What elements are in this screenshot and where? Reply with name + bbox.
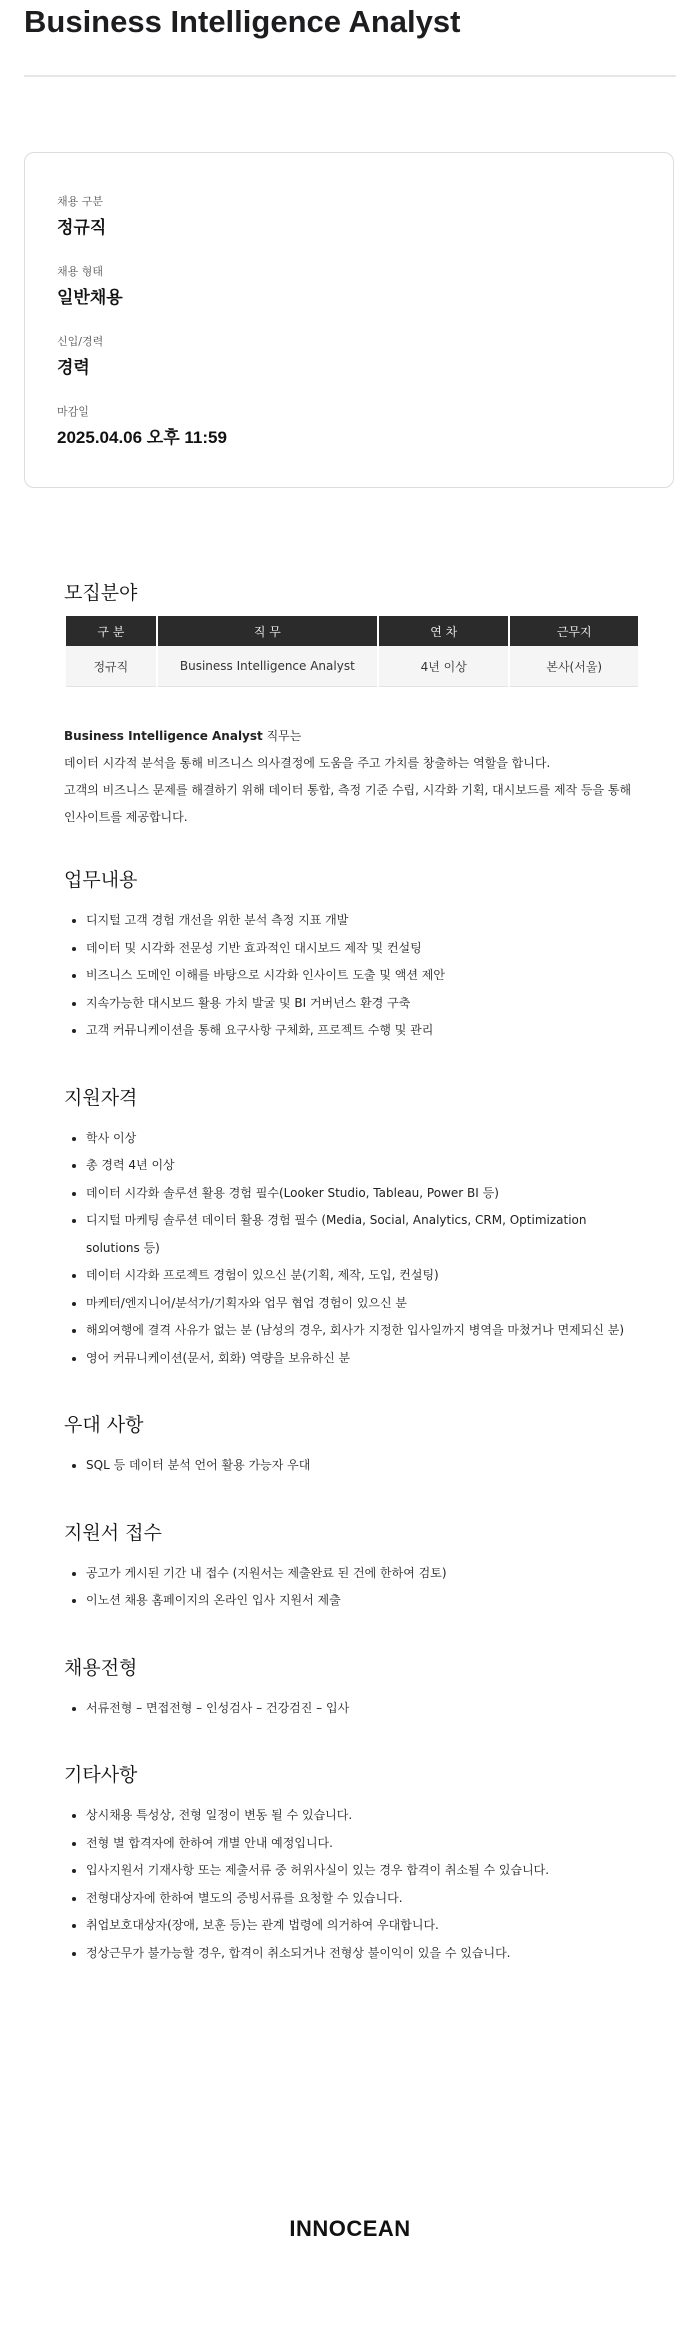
summary-value: 2025.04.06 오후 11:59 xyxy=(57,428,227,447)
summary-label: 채용 구분 xyxy=(57,195,104,208)
list-item: 디지털 마케팅 솔루션 데이터 활용 경험 필수 (Media, Social, Analytics, CRM, Optimization solutions 등) xyxy=(64,1207,640,1262)
intro-line: 데이터 시각적 분석을 통해 비즈니스 의사결정에 도움을 주고 가치를 창출하는 역할을 합니다. xyxy=(64,756,551,770)
qualifications-section xyxy=(64,1085,640,1373)
list-item: 비즈니스 도메인 이해를 바탕으로 시각화 인사이트 도출 및 액션 제안 xyxy=(64,962,640,990)
table-header-cell: 구 분 xyxy=(66,616,156,646)
title-divider xyxy=(24,75,676,77)
list-item: 고객 커뮤니케이션을 통해 요구사항 구체화, 프로젝트 수행 및 관리 xyxy=(64,1017,640,1045)
list-item: 마케터/엔지니어/분석가/기획자와 업무 협업 경험이 있으신 분 xyxy=(64,1290,640,1318)
table-header-cell: 직 무 xyxy=(158,616,377,646)
list-item: 전형 별 합격자에 한하여 개별 안내 예정입니다. xyxy=(64,1830,640,1858)
list-item: 전형대상자에 한하여 별도의 증빙서류를 요청할 수 있습니다. xyxy=(64,1885,640,1913)
etc-section xyxy=(64,1762,640,1967)
section-heading: 채용전형 xyxy=(64,1656,138,1679)
list-item: 데이터 시각화 프로젝트 경험이 있으신 분(기획, 제작, 도입, 컨설팅) xyxy=(64,1262,640,1290)
summary-value: 일반채용 xyxy=(57,288,123,307)
preferred-section xyxy=(64,1412,640,1480)
job-description xyxy=(64,580,640,1967)
job-summary-card xyxy=(24,152,674,488)
application-list xyxy=(64,1560,640,1615)
preferred-list xyxy=(64,1452,640,1480)
table-header-cell: 근무지 xyxy=(510,616,638,646)
process-section xyxy=(64,1655,640,1723)
list-item: 학사 이상 xyxy=(64,1125,640,1153)
list-item: 영어 커뮤니케이션(문서, 회화) 역량을 보유하신 분 xyxy=(64,1345,640,1373)
table-row xyxy=(66,646,638,687)
section-heading: 지원자격 xyxy=(64,1086,138,1109)
list-item: 이노션 채용 홈페이지의 온라인 입사 지원서 제출 xyxy=(64,1587,640,1615)
process-list xyxy=(64,1695,640,1723)
section-heading: 기타사항 xyxy=(64,1764,138,1786)
duties-section xyxy=(64,867,640,1045)
list-item: 공고가 게시된 기간 내 접수 (지원서는 제출완료 된 건에 한하여 검토) xyxy=(64,1560,640,1588)
summary-career-level xyxy=(57,335,103,379)
summary-value: 정규직 xyxy=(57,218,107,237)
role-intro xyxy=(64,723,640,831)
summary-label: 채용 형태 xyxy=(57,265,104,278)
recruit-field-table xyxy=(64,616,640,687)
list-item: 데이터 시각화 솔루션 활용 경험 필수(Looker Studio, Tableau, Power BI 등) xyxy=(64,1180,640,1208)
table-header-row xyxy=(66,616,638,646)
page-title: Business Intelligence Analyst xyxy=(24,4,461,39)
intro-lead-rest: 직무는 xyxy=(262,729,302,743)
etc-list xyxy=(64,1802,640,1967)
summary-employment-category xyxy=(57,195,106,239)
list-item: SQL 등 데이터 분석 언어 활용 가능자 우대 xyxy=(64,1452,640,1480)
duties-list xyxy=(64,907,640,1045)
list-item: 서류전형 – 면접전형 – 인성검사 – 건강검진 – 입사 xyxy=(64,1695,640,1723)
summary-label: 마감일 xyxy=(57,405,89,418)
list-item: 취업보호대상자(장애, 보훈 등)는 관계 법령에 의거하여 우대합니다. xyxy=(64,1912,640,1940)
intro-role-name: Business Intelligence Analyst xyxy=(64,729,263,743)
section-heading: 모집분야 xyxy=(64,582,138,604)
summary-deadline xyxy=(57,405,227,449)
recruit-field-section xyxy=(64,580,640,687)
table-cell: 4년 이상 xyxy=(379,646,508,687)
table-cell: Business Intelligence Analyst xyxy=(158,646,377,687)
intro-line: 인사이트를 제공합니다. xyxy=(64,810,188,824)
list-item: 총 경력 4년 이상 xyxy=(64,1152,640,1180)
intro-line: 고객의 비즈니스 문제를 해결하기 위해 데이터 통합, 측정 기준 수립, 시각화 기획, 대시보드를 제작 등을 통해 xyxy=(64,783,632,797)
section-heading: 지원서 접수 xyxy=(64,1521,162,1544)
section-heading: 업무내용 xyxy=(64,869,138,891)
qualifications-list xyxy=(64,1125,640,1373)
summary-label: 신입/경력 xyxy=(57,335,104,348)
list-item: 디지털 고객 경험 개선을 위한 분석 측정 지표 개발 xyxy=(64,907,640,935)
summary-hiring-type xyxy=(57,265,123,309)
list-item: 데이터 및 시각화 전문성 기반 효과적인 대시보드 제작 및 컨설팅 xyxy=(64,935,640,963)
table-cell: 본사(서울) xyxy=(510,646,638,687)
list-item: 지속가능한 대시보드 활용 가치 발굴 및 BI 거버넌스 환경 구축 xyxy=(64,990,640,1018)
application-section xyxy=(64,1520,640,1615)
table-cell: 정규직 xyxy=(66,646,156,687)
table-header-cell: 연 차 xyxy=(379,616,508,646)
list-item: 입사지원서 기재사항 또는 제출서류 중 허위사실이 있는 경우 합격이 취소될 수 있습니다. xyxy=(64,1857,640,1885)
section-heading: 우대 사항 xyxy=(64,1414,144,1436)
summary-value: 경력 xyxy=(57,358,90,377)
intro-lead xyxy=(64,723,640,750)
list-item: 정상근무가 불가능할 경우, 합격이 취소되거나 전형상 불이익이 있을 수 있습니다. xyxy=(64,1940,640,1968)
list-item: 해외여행에 결격 사유가 없는 분 (남성의 경우, 회사가 지정한 입사일까지 병역을 마쳤거나 면제되신 분) xyxy=(64,1317,640,1345)
company-logo: INNOCEAN xyxy=(289,2216,411,2241)
list-item: 상시채용 특성상, 전형 일정이 변동 될 수 있습니다. xyxy=(64,1802,640,1830)
